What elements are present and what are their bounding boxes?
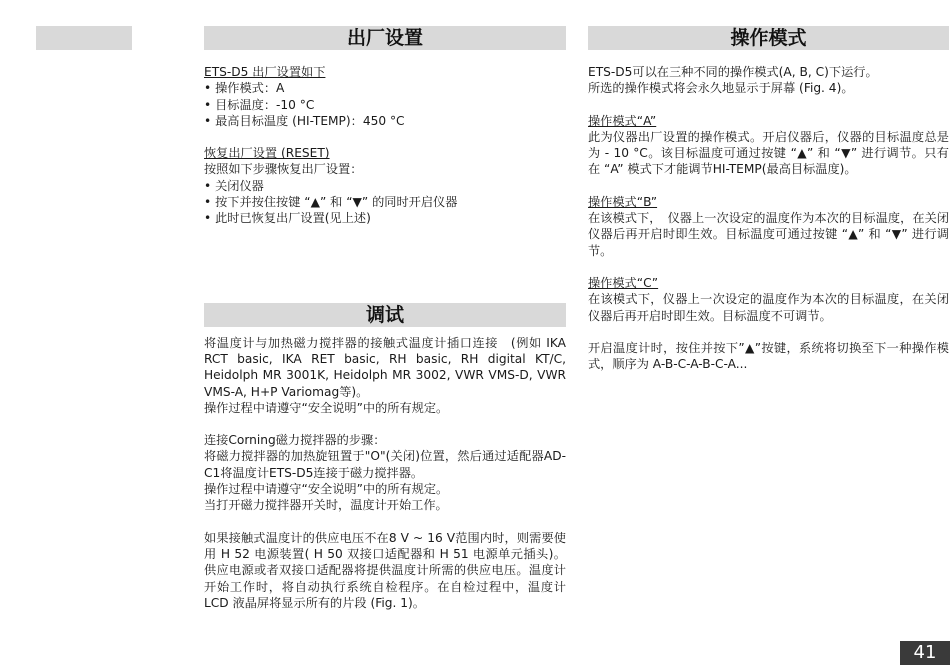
power-paragraph: 如果接触式温度计的供应电压不在8 V ~ 16 V范围内时，则需要使用 H 52 电源装置( H 50 双接口适配器和 H 51 电源单元插头)。 供应电源或者双接口适配器将提供温度计所需的供应电压。温度计开始工作时，将自动执行系统自检程序。在自检过程中，温度计LCD 液晶屏将显示所有的片段 (Fig. 1)。 — [204, 530, 566, 610]
debug-heading: 调试 — [204, 303, 566, 327]
corning-title: 连接Corning磁力搅拌器的步骤： — [204, 433, 386, 448]
corning-line: 将磁力搅拌器的加热旋钮置于"O"(关闭)位置，然后通过适配器AD-C1将温度计ETS-D5连接于磁力搅拌器。 — [204, 449, 566, 480]
corning-line: 当打开磁力搅拌器开关时，温度计开始工作。 — [204, 498, 448, 513]
corning-line: 操作过程中请遵守“安全说明”中的所有规定。 — [204, 482, 449, 497]
mode-c-block — [588, 275, 949, 324]
mode-switch-text: 开启温度计时，按住并按下”▲”按键，系统将切换至下一种操作模式，顺序为 A-B-C-A-B-C-A... — [588, 340, 949, 372]
list-item: • 按下并按住按键 “▲” 和 “▼” 的同时开启仪器 — [204, 194, 566, 210]
list-item: • 目标温度：-10 °C — [204, 97, 566, 113]
modes-intro — [588, 64, 949, 97]
mode-c-title: 操作模式“C” — [588, 275, 659, 290]
left-column — [204, 26, 566, 611]
factory-settings-block — [204, 64, 566, 129]
list-item: • 操作模式：A — [204, 80, 566, 96]
debug-paragraph-1b: 操作过程中请遵守“安全说明”中的所有规定。 — [204, 400, 449, 415]
mode-b-text: 在该模式下， 仪器上一次设定的温度作为本次的目标温度，在关闭仪器后再开启时即生效。目标温度可通过按键 “▲” 和 “▼” 进行调节。 — [588, 211, 949, 258]
list-item: • 此时已恢复出厂设置(见上述) — [204, 210, 566, 226]
factory-settings-heading: 出厂设置 — [204, 26, 566, 50]
operating-modes-heading: 操作模式 — [588, 26, 949, 50]
modes-intro-line: ETS-D5可以在三种不同的操作模式(A, B, C)下运行。 — [588, 65, 878, 79]
right-column — [588, 26, 949, 372]
reset-title: 恢复出厂设置 (RESET) — [204, 146, 330, 161]
reset-list — [204, 178, 566, 227]
list-item: • 关闭仪器 — [204, 178, 566, 194]
debug-paragraph-1: 将温度计与加热磁力搅拌器的接触式温度计插口连接 (例如 IKA RCT basic, IKA RET basic, RH basic, RH digital KT/C, Heidolph MR 3001K, Heidolph MR 3002, VWR VMS-D, VWR VMS-A, H+P Variomag等)。 — [204, 335, 566, 399]
debug-block — [204, 335, 566, 611]
factory-intro: ETS-D5 出厂设置如下 — [204, 65, 326, 79]
mode-a-text: 此为仪器出厂设置的操作模式。开启仪器后，仪器的目标温度总是为 - 10 °C。该目标温度可通过按键 “▲” 和 “▼” 进行调节。只有在 “A” 模式下才能调节HI-TEMP(最高目标温度)。 — [588, 129, 949, 177]
side-tab-marker — [36, 26, 132, 50]
factory-list — [204, 80, 566, 129]
reset-intro: 按照如下步骤恢复出厂设置： — [204, 162, 363, 177]
mode-c-text: 在该模式下，仪器上一次设定的温度作为本次的目标温度，在关闭仪器后再开启时即生效。目标温度不可调节。 — [588, 292, 949, 323]
mode-b-title: 操作模式“B” — [588, 194, 658, 209]
mode-a-title: 操作模式“A” — [588, 113, 657, 128]
mode-b-block — [588, 194, 949, 259]
reset-block — [204, 145, 566, 226]
mode-switch-block — [588, 340, 949, 373]
mode-a-block — [588, 113, 949, 178]
list-item: • 最高目标温度 (HI-TEMP)：450 °C — [204, 113, 566, 129]
modes-intro-line: 所选的操作模式将会永久地显示于屏幕 (Fig. 4)。 — [588, 81, 854, 96]
page-number: 41 — [900, 641, 950, 665]
